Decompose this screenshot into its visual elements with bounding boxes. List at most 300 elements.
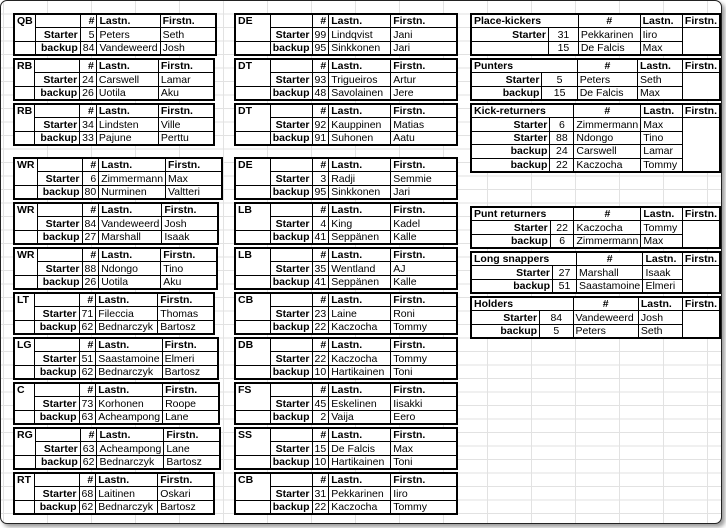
jersey-number-cell[interactable]: 4 bbox=[312, 217, 329, 230]
first-name-cell[interactable]: Max bbox=[641, 234, 683, 248]
blank-cell[interactable] bbox=[270, 14, 312, 28]
first-name-cell[interactable]: Tommy bbox=[391, 320, 457, 334]
blank-cell[interactable] bbox=[270, 248, 312, 262]
first-name-cell[interactable]: Jari bbox=[391, 41, 457, 55]
blank-cell[interactable] bbox=[471, 73, 501, 86]
firstname-header[interactable]: Firstn. bbox=[682, 207, 720, 221]
first-name-cell[interactable]: Elmeri bbox=[643, 279, 682, 293]
number-header[interactable]: # bbox=[80, 59, 97, 73]
first-name-cell[interactable]: AJ bbox=[391, 262, 457, 275]
blank-cell[interactable] bbox=[471, 266, 511, 279]
blank-cell[interactable] bbox=[235, 307, 270, 320]
lastname-header[interactable]: Lastn. bbox=[638, 297, 682, 311]
jersey-number-cell[interactable]: 22 bbox=[550, 158, 574, 172]
last-name-cell[interactable]: Pekkarinen bbox=[578, 28, 640, 41]
last-name-cell[interactable]: Acheampong bbox=[96, 410, 163, 424]
number-header[interactable]: # bbox=[79, 473, 96, 487]
blank-cell[interactable] bbox=[548, 14, 578, 28]
blank-cell[interactable] bbox=[471, 158, 509, 172]
blank-cell[interactable] bbox=[235, 172, 270, 185]
number-header[interactable]: # bbox=[80, 104, 97, 118]
role-cell[interactable]: Starter bbox=[35, 73, 80, 86]
last-name-cell[interactable]: Bednarczyk bbox=[96, 365, 162, 379]
first-name-cell[interactable]: Roope bbox=[163, 397, 219, 410]
position-label[interactable]: FS bbox=[235, 383, 270, 397]
blank-cell[interactable] bbox=[14, 275, 37, 289]
last-name-cell[interactable]: Kaczocha bbox=[329, 320, 391, 334]
position-label[interactable]: WR bbox=[14, 158, 37, 172]
blank-cell[interactable] bbox=[235, 118, 270, 131]
firstname-header[interactable]: Firstn. bbox=[158, 473, 214, 487]
blank-cell[interactable] bbox=[14, 73, 35, 86]
last-name-cell[interactable]: Radji bbox=[329, 172, 391, 185]
jersey-number-cell[interactable]: 33 bbox=[80, 131, 97, 145]
last-name-cell[interactable]: Vaija bbox=[329, 410, 391, 424]
lastname-header[interactable]: Lastn. bbox=[96, 293, 158, 307]
lastname-header[interactable]: Lastn. bbox=[329, 428, 391, 442]
lastname-header[interactable]: Lastn. bbox=[329, 473, 391, 487]
firstname-header[interactable]: Firstn. bbox=[161, 248, 217, 262]
role-cell[interactable]: Starter bbox=[509, 28, 549, 41]
first-name-cell[interactable]: Iisakki bbox=[391, 397, 457, 410]
jersey-number-cell[interactable]: 24 bbox=[550, 145, 574, 158]
first-name-cell[interactable]: Tommy bbox=[391, 500, 457, 514]
firstname-header[interactable]: Firstn. bbox=[391, 14, 457, 28]
role-cell[interactable]: backup bbox=[511, 279, 552, 293]
blank-cell[interactable] bbox=[235, 230, 270, 244]
position-label[interactable]: RG bbox=[14, 428, 35, 442]
blank-cell[interactable] bbox=[235, 28, 270, 41]
role-cell[interactable]: backup bbox=[270, 230, 312, 244]
blank-cell[interactable] bbox=[37, 158, 82, 172]
role-cell[interactable]: Starter bbox=[34, 397, 79, 410]
jersey-number-cell[interactable]: 62 bbox=[79, 500, 96, 514]
role-cell[interactable]: Starter bbox=[509, 118, 550, 131]
role-cell[interactable]: Starter bbox=[498, 311, 539, 324]
lastname-header[interactable]: Lastn. bbox=[97, 428, 164, 442]
number-header[interactable]: # bbox=[312, 59, 329, 73]
first-name-cell[interactable]: Isaak bbox=[162, 230, 218, 244]
blank-cell[interactable] bbox=[34, 383, 79, 397]
role-cell[interactable]: backup bbox=[270, 365, 312, 379]
last-name-cell[interactable]: Hartikainen bbox=[329, 365, 391, 379]
first-name-cell[interactable]: Lamar bbox=[641, 145, 683, 158]
first-name-cell[interactable]: Toni bbox=[391, 365, 457, 379]
jersey-number-cell[interactable]: 62 bbox=[79, 320, 96, 334]
jersey-number-cell[interactable]: 71 bbox=[79, 307, 96, 320]
first-name-cell[interactable]: Matias bbox=[391, 118, 457, 131]
role-cell[interactable]: Starter bbox=[509, 131, 550, 144]
role-cell[interactable]: backup bbox=[509, 234, 550, 248]
jersey-number-cell[interactable]: 41 bbox=[312, 275, 329, 289]
blank-cell[interactable] bbox=[14, 41, 35, 55]
jersey-number-cell[interactable]: 22 bbox=[312, 352, 329, 365]
last-name-cell[interactable]: Wentland bbox=[329, 262, 391, 275]
number-header[interactable]: # bbox=[82, 158, 99, 172]
blank-cell[interactable] bbox=[270, 293, 312, 307]
lastname-header[interactable]: Lastn. bbox=[97, 14, 160, 28]
position-label[interactable]: RB bbox=[14, 59, 35, 73]
firstname-header[interactable]: Firstn. bbox=[391, 203, 457, 217]
lastname-header[interactable]: Lastn. bbox=[96, 338, 162, 352]
number-header[interactable]: # bbox=[312, 473, 329, 487]
last-name-cell[interactable]: Zimmermann bbox=[574, 118, 641, 131]
role-cell[interactable]: backup bbox=[34, 365, 79, 379]
firstname-header[interactable]: Firstn. bbox=[391, 248, 457, 262]
position-label[interactable]: DT bbox=[235, 104, 270, 118]
first-name-cell[interactable]: Eero bbox=[391, 410, 457, 424]
blank-cell[interactable] bbox=[471, 279, 511, 293]
role-cell[interactable]: Starter bbox=[270, 217, 312, 230]
jersey-number-cell[interactable]: 48 bbox=[312, 86, 329, 100]
blank-cell[interactable] bbox=[235, 442, 270, 455]
position-label[interactable]: SS bbox=[235, 428, 270, 442]
last-name-cell[interactable]: Laitinen bbox=[96, 487, 158, 500]
firstname-header[interactable]: Firstn. bbox=[162, 338, 218, 352]
role-cell[interactable]: backup bbox=[509, 145, 550, 158]
lastname-header[interactable]: Lastn. bbox=[99, 248, 161, 262]
last-name-cell[interactable]: Ndongo bbox=[574, 131, 641, 144]
first-name-cell[interactable]: Thomas bbox=[158, 307, 214, 320]
last-name-cell[interactable]: Bednarczyk bbox=[96, 500, 158, 514]
role-cell[interactable]: Starter bbox=[270, 352, 312, 365]
first-name-cell[interactable]: Bartosz bbox=[158, 320, 214, 334]
blank-cell[interactable] bbox=[235, 41, 270, 55]
first-name-cell[interactable]: Tino bbox=[641, 131, 683, 144]
jersey-number-cell[interactable]: 5 bbox=[542, 73, 577, 86]
lastname-header[interactable]: Lastn. bbox=[99, 158, 166, 172]
jersey-number-cell[interactable]: 27 bbox=[553, 266, 577, 279]
lastname-header[interactable]: Lastn. bbox=[329, 248, 391, 262]
last-name-cell[interactable]: Kaczocha bbox=[329, 352, 391, 365]
first-name-cell[interactable]: Toni bbox=[391, 455, 457, 469]
jersey-number-cell[interactable]: 84 bbox=[540, 311, 573, 324]
role-cell[interactable]: backup bbox=[35, 131, 80, 145]
blank-cell[interactable] bbox=[35, 104, 80, 118]
role-cell[interactable]: Starter bbox=[270, 172, 312, 185]
blank-cell[interactable] bbox=[270, 203, 312, 217]
blank-cell[interactable] bbox=[270, 428, 312, 442]
first-name-cell[interactable]: Kalle bbox=[391, 275, 457, 289]
blank-cell[interactable] bbox=[37, 203, 82, 217]
last-name-cell[interactable]: Fileccia bbox=[96, 307, 158, 320]
firstname-header[interactable]: Firstn. bbox=[166, 158, 222, 172]
lastname-header[interactable]: Lastn. bbox=[641, 207, 683, 221]
jersey-number-cell[interactable]: 10 bbox=[312, 455, 329, 469]
jersey-number-cell[interactable]: 26 bbox=[82, 275, 99, 289]
role-cell[interactable]: backup bbox=[498, 324, 539, 338]
jersey-number-cell[interactable]: 6 bbox=[550, 234, 574, 248]
first-name-cell[interactable]: Bartosz bbox=[164, 455, 220, 469]
first-name-cell[interactable]: Kadel bbox=[391, 217, 457, 230]
blank-cell[interactable] bbox=[235, 86, 270, 100]
blank-cell[interactable] bbox=[14, 262, 37, 275]
firstname-header[interactable]: Firstn. bbox=[391, 158, 457, 172]
blank-cell[interactable] bbox=[540, 297, 573, 311]
number-header[interactable]: # bbox=[312, 203, 329, 217]
jersey-number-cell[interactable]: 10 bbox=[312, 365, 329, 379]
blank-cell[interactable] bbox=[34, 293, 79, 307]
last-name-cell[interactable]: Bednarczyk bbox=[97, 455, 164, 469]
last-name-cell[interactable]: Nurminen bbox=[99, 185, 166, 199]
role-cell[interactable]: backup bbox=[35, 455, 80, 469]
last-name-cell[interactable]: Kaczocha bbox=[574, 221, 641, 234]
role-cell[interactable]: Starter bbox=[270, 118, 312, 131]
jersey-number-cell[interactable]: 95 bbox=[312, 41, 329, 55]
role-cell[interactable]: Starter bbox=[501, 73, 542, 86]
blank-cell[interactable] bbox=[14, 185, 37, 199]
jersey-number-cell[interactable]: 88 bbox=[82, 262, 99, 275]
blank-cell[interactable] bbox=[471, 131, 509, 144]
last-name-cell[interactable]: Zimmermann bbox=[574, 234, 641, 248]
first-name-cell[interactable]: Tommy bbox=[641, 221, 683, 234]
number-header[interactable]: # bbox=[312, 104, 329, 118]
number-header[interactable]: # bbox=[573, 297, 638, 311]
last-name-cell[interactable]: Acheampong bbox=[97, 442, 164, 455]
firstname-header[interactable]: Firstn. bbox=[391, 473, 457, 487]
first-name-cell[interactable]: Valtteri bbox=[166, 185, 222, 199]
role-cell[interactable]: Starter bbox=[270, 487, 312, 500]
blank-cell[interactable] bbox=[235, 131, 270, 145]
blank-cell[interactable] bbox=[14, 352, 34, 365]
blank-cell[interactable] bbox=[471, 234, 509, 248]
number-header[interactable]: # bbox=[82, 203, 99, 217]
jersey-number-cell[interactable]: 62 bbox=[79, 365, 96, 379]
blank-cell[interactable] bbox=[270, 338, 312, 352]
position-label[interactable]: WR bbox=[14, 248, 37, 262]
role-cell[interactable]: Starter bbox=[35, 28, 80, 41]
blank-cell[interactable] bbox=[553, 252, 577, 266]
blank-cell[interactable] bbox=[270, 104, 312, 118]
role-cell[interactable]: backup bbox=[34, 500, 79, 514]
position-label[interactable]: Kick-returners bbox=[471, 104, 550, 118]
last-name-cell[interactable]: Peters bbox=[573, 324, 638, 338]
jersey-number-cell[interactable]: 84 bbox=[82, 217, 99, 230]
jersey-number-cell[interactable]: 51 bbox=[79, 352, 96, 365]
last-name-cell[interactable]: Suhonen bbox=[329, 131, 391, 145]
role-cell[interactable]: Starter bbox=[270, 28, 312, 41]
blank-cell[interactable] bbox=[471, 324, 498, 338]
number-header[interactable]: # bbox=[574, 104, 641, 118]
firstname-header[interactable]: Firstn. bbox=[162, 203, 218, 217]
firstname-header[interactable]: Firstn. bbox=[391, 383, 457, 397]
position-label[interactable]: WR bbox=[14, 203, 37, 217]
first-name-cell[interactable]: Artur bbox=[391, 73, 457, 86]
first-name-cell[interactable]: Josh bbox=[160, 41, 216, 55]
lastname-header[interactable]: Lastn. bbox=[96, 383, 163, 397]
role-cell[interactable]: Starter bbox=[270, 73, 312, 86]
last-name-cell[interactable]: Trigueiros bbox=[329, 73, 391, 86]
position-label[interactable]: Punt returners bbox=[471, 207, 550, 221]
role-cell[interactable]: backup bbox=[270, 131, 312, 145]
jersey-number-cell[interactable]: 6 bbox=[550, 118, 574, 131]
blank-cell[interactable] bbox=[550, 104, 574, 118]
jersey-number-cell[interactable]: 99 bbox=[312, 28, 329, 41]
last-name-cell[interactable]: Vandeweerd bbox=[573, 311, 638, 324]
role-cell[interactable]: backup bbox=[270, 410, 312, 424]
position-label[interactable]: DE bbox=[235, 14, 270, 28]
last-name-cell[interactable]: Eskelinen bbox=[329, 397, 391, 410]
last-name-cell[interactable]: Peters bbox=[577, 73, 637, 86]
lastname-header[interactable]: Lastn. bbox=[638, 59, 683, 73]
lastname-header[interactable]: Lastn. bbox=[640, 14, 682, 28]
number-header[interactable]: # bbox=[576, 252, 642, 266]
role-cell[interactable]: backup bbox=[270, 455, 312, 469]
number-header[interactable]: # bbox=[578, 14, 640, 28]
blank-cell[interactable] bbox=[235, 73, 270, 86]
last-name-cell[interactable]: De Falcis bbox=[578, 41, 640, 55]
role-cell[interactable]: backup bbox=[270, 185, 312, 199]
role-cell[interactable]: Starter bbox=[37, 262, 82, 275]
first-name-cell[interactable]: Aku bbox=[161, 275, 217, 289]
last-name-cell[interactable]: Ndongo bbox=[99, 262, 161, 275]
blank-cell[interactable] bbox=[14, 320, 34, 334]
number-header[interactable]: # bbox=[312, 248, 329, 262]
number-header[interactable]: # bbox=[577, 59, 637, 73]
first-name-cell[interactable]: Max bbox=[638, 86, 683, 100]
position-label[interactable]: Long snappers bbox=[471, 252, 553, 266]
last-name-cell[interactable]: Vandeweerd bbox=[97, 41, 160, 55]
lastname-header[interactable]: Lastn. bbox=[96, 59, 158, 73]
blank-cell[interactable] bbox=[471, 28, 509, 41]
blank-cell[interactable] bbox=[34, 338, 79, 352]
blank-cell[interactable] bbox=[14, 230, 37, 244]
firstname-header[interactable]: Firstn. bbox=[682, 252, 720, 266]
blank-cell[interactable] bbox=[471, 41, 509, 55]
first-name-cell[interactable]: Jani bbox=[391, 28, 457, 41]
blank-cell[interactable] bbox=[235, 275, 270, 289]
firstname-header[interactable]: Firstn. bbox=[682, 59, 720, 73]
role-cell[interactable]: Starter bbox=[37, 172, 82, 185]
lastname-header[interactable]: Lastn. bbox=[329, 293, 391, 307]
first-name-cell[interactable]: Isaak bbox=[643, 266, 682, 279]
lastname-header[interactable]: Lastn. bbox=[329, 338, 391, 352]
firstname-header[interactable]: Firstn. bbox=[158, 59, 214, 73]
number-header[interactable]: # bbox=[312, 14, 329, 28]
firstname-header[interactable]: Firstn. bbox=[158, 104, 214, 118]
firstname-header[interactable]: Firstn. bbox=[391, 293, 457, 307]
number-header[interactable]: # bbox=[82, 248, 99, 262]
number-header[interactable]: # bbox=[79, 383, 96, 397]
first-name-cell[interactable]: Iiro bbox=[640, 28, 682, 41]
jersey-number-cell[interactable]: 84 bbox=[80, 41, 97, 55]
role-cell[interactable]: Starter bbox=[511, 266, 552, 279]
position-label[interactable]: C bbox=[14, 383, 34, 397]
jersey-number-cell[interactable]: 26 bbox=[80, 86, 97, 100]
jersey-number-cell[interactable]: 63 bbox=[80, 442, 97, 455]
number-header[interactable]: # bbox=[79, 338, 96, 352]
jersey-number-cell[interactable]: 95 bbox=[312, 185, 329, 199]
role-cell[interactable]: backup bbox=[35, 41, 80, 55]
position-label[interactable]: RB bbox=[14, 104, 35, 118]
blank-cell[interactable] bbox=[14, 217, 37, 230]
last-name-cell[interactable]: Carswell bbox=[96, 73, 158, 86]
jersey-number-cell[interactable]: 51 bbox=[553, 279, 577, 293]
jersey-number-cell[interactable]: 22 bbox=[550, 221, 574, 234]
jersey-number-cell[interactable]: 93 bbox=[312, 73, 329, 86]
position-label[interactable]: Place-kickers bbox=[471, 14, 548, 28]
jersey-number-cell[interactable]: 45 bbox=[312, 397, 329, 410]
lastname-header[interactable]: Lastn. bbox=[329, 158, 391, 172]
blank-cell[interactable] bbox=[14, 172, 37, 185]
last-name-cell[interactable]: Kaczocha bbox=[574, 158, 641, 172]
lastname-header[interactable]: Lastn. bbox=[96, 473, 158, 487]
last-name-cell[interactable]: Kauppinen bbox=[329, 118, 391, 131]
last-name-cell[interactable]: Saastamoine bbox=[96, 352, 162, 365]
blank-cell[interactable] bbox=[14, 442, 35, 455]
jersey-number-cell[interactable]: 6 bbox=[82, 172, 99, 185]
blank-cell[interactable] bbox=[270, 59, 312, 73]
role-cell[interactable]: Starter bbox=[34, 487, 79, 500]
number-header[interactable]: # bbox=[79, 293, 96, 307]
blank-cell[interactable] bbox=[471, 86, 501, 100]
jersey-number-cell[interactable]: 88 bbox=[550, 131, 574, 144]
position-label[interactable]: LB bbox=[235, 203, 270, 217]
role-cell[interactable]: backup bbox=[37, 185, 82, 199]
jersey-number-cell[interactable]: 73 bbox=[79, 397, 96, 410]
lastname-header[interactable]: Lastn. bbox=[329, 104, 391, 118]
last-name-cell[interactable]: De Falcis bbox=[329, 442, 391, 455]
last-name-cell[interactable]: Laine bbox=[329, 307, 391, 320]
lastname-header[interactable]: Lastn. bbox=[99, 203, 162, 217]
position-label[interactable]: QB bbox=[14, 14, 35, 28]
first-name-cell[interactable]: Oskari bbox=[158, 487, 214, 500]
last-name-cell[interactable]: De Falcis bbox=[577, 86, 637, 100]
number-header[interactable]: # bbox=[312, 383, 329, 397]
last-name-cell[interactable]: Pekkarinen bbox=[329, 487, 391, 500]
jersey-number-cell[interactable]: 62 bbox=[80, 455, 97, 469]
first-name-cell[interactable]: Semmie bbox=[391, 172, 457, 185]
jersey-number-cell[interactable]: 41 bbox=[312, 230, 329, 244]
role-cell[interactable]: backup bbox=[37, 275, 82, 289]
blank-cell[interactable] bbox=[471, 145, 509, 158]
blank-cell[interactable] bbox=[35, 428, 80, 442]
role-cell[interactable]: backup bbox=[270, 320, 312, 334]
blank-cell[interactable] bbox=[14, 118, 35, 131]
first-name-cell[interactable]: Tommy bbox=[391, 352, 457, 365]
number-header[interactable]: # bbox=[312, 158, 329, 172]
last-name-cell[interactable]: Lindqvist bbox=[329, 28, 391, 41]
role-cell[interactable]: backup bbox=[270, 86, 312, 100]
first-name-cell[interactable]: Jere bbox=[391, 86, 457, 100]
blank-cell[interactable] bbox=[14, 410, 34, 424]
role-cell[interactable]: Starter bbox=[509, 221, 550, 234]
jersey-number-cell[interactable]: 15 bbox=[548, 41, 578, 55]
role-cell[interactable]: Starter bbox=[270, 262, 312, 275]
last-name-cell[interactable]: Kaczocha bbox=[329, 500, 391, 514]
position-label[interactable]: CB bbox=[235, 473, 270, 487]
first-name-cell[interactable]: Seth bbox=[638, 324, 682, 338]
jersey-number-cell[interactable]: 23 bbox=[312, 307, 329, 320]
role-cell[interactable]: backup bbox=[37, 230, 82, 244]
first-name-cell[interactable]: Max bbox=[391, 442, 457, 455]
number-header[interactable]: # bbox=[312, 428, 329, 442]
position-label[interactable]: DE bbox=[235, 158, 270, 172]
firstname-header[interactable]: Firstn. bbox=[682, 14, 720, 28]
blank-cell[interactable] bbox=[35, 14, 80, 28]
last-name-cell[interactable]: Zimmermann bbox=[99, 172, 166, 185]
last-name-cell[interactable]: Pajune bbox=[96, 131, 158, 145]
firstname-header[interactable]: Firstn. bbox=[682, 297, 720, 311]
position-label[interactable]: Holders bbox=[471, 297, 540, 311]
first-name-cell[interactable]: Bartosz bbox=[158, 500, 214, 514]
last-name-cell[interactable]: Carswell bbox=[574, 145, 641, 158]
jersey-number-cell[interactable]: 63 bbox=[79, 410, 96, 424]
jersey-number-cell[interactable]: 24 bbox=[80, 73, 97, 86]
blank-cell[interactable] bbox=[235, 365, 270, 379]
first-name-cell[interactable]: Jari bbox=[391, 185, 457, 199]
role-cell[interactable]: Starter bbox=[37, 217, 82, 230]
